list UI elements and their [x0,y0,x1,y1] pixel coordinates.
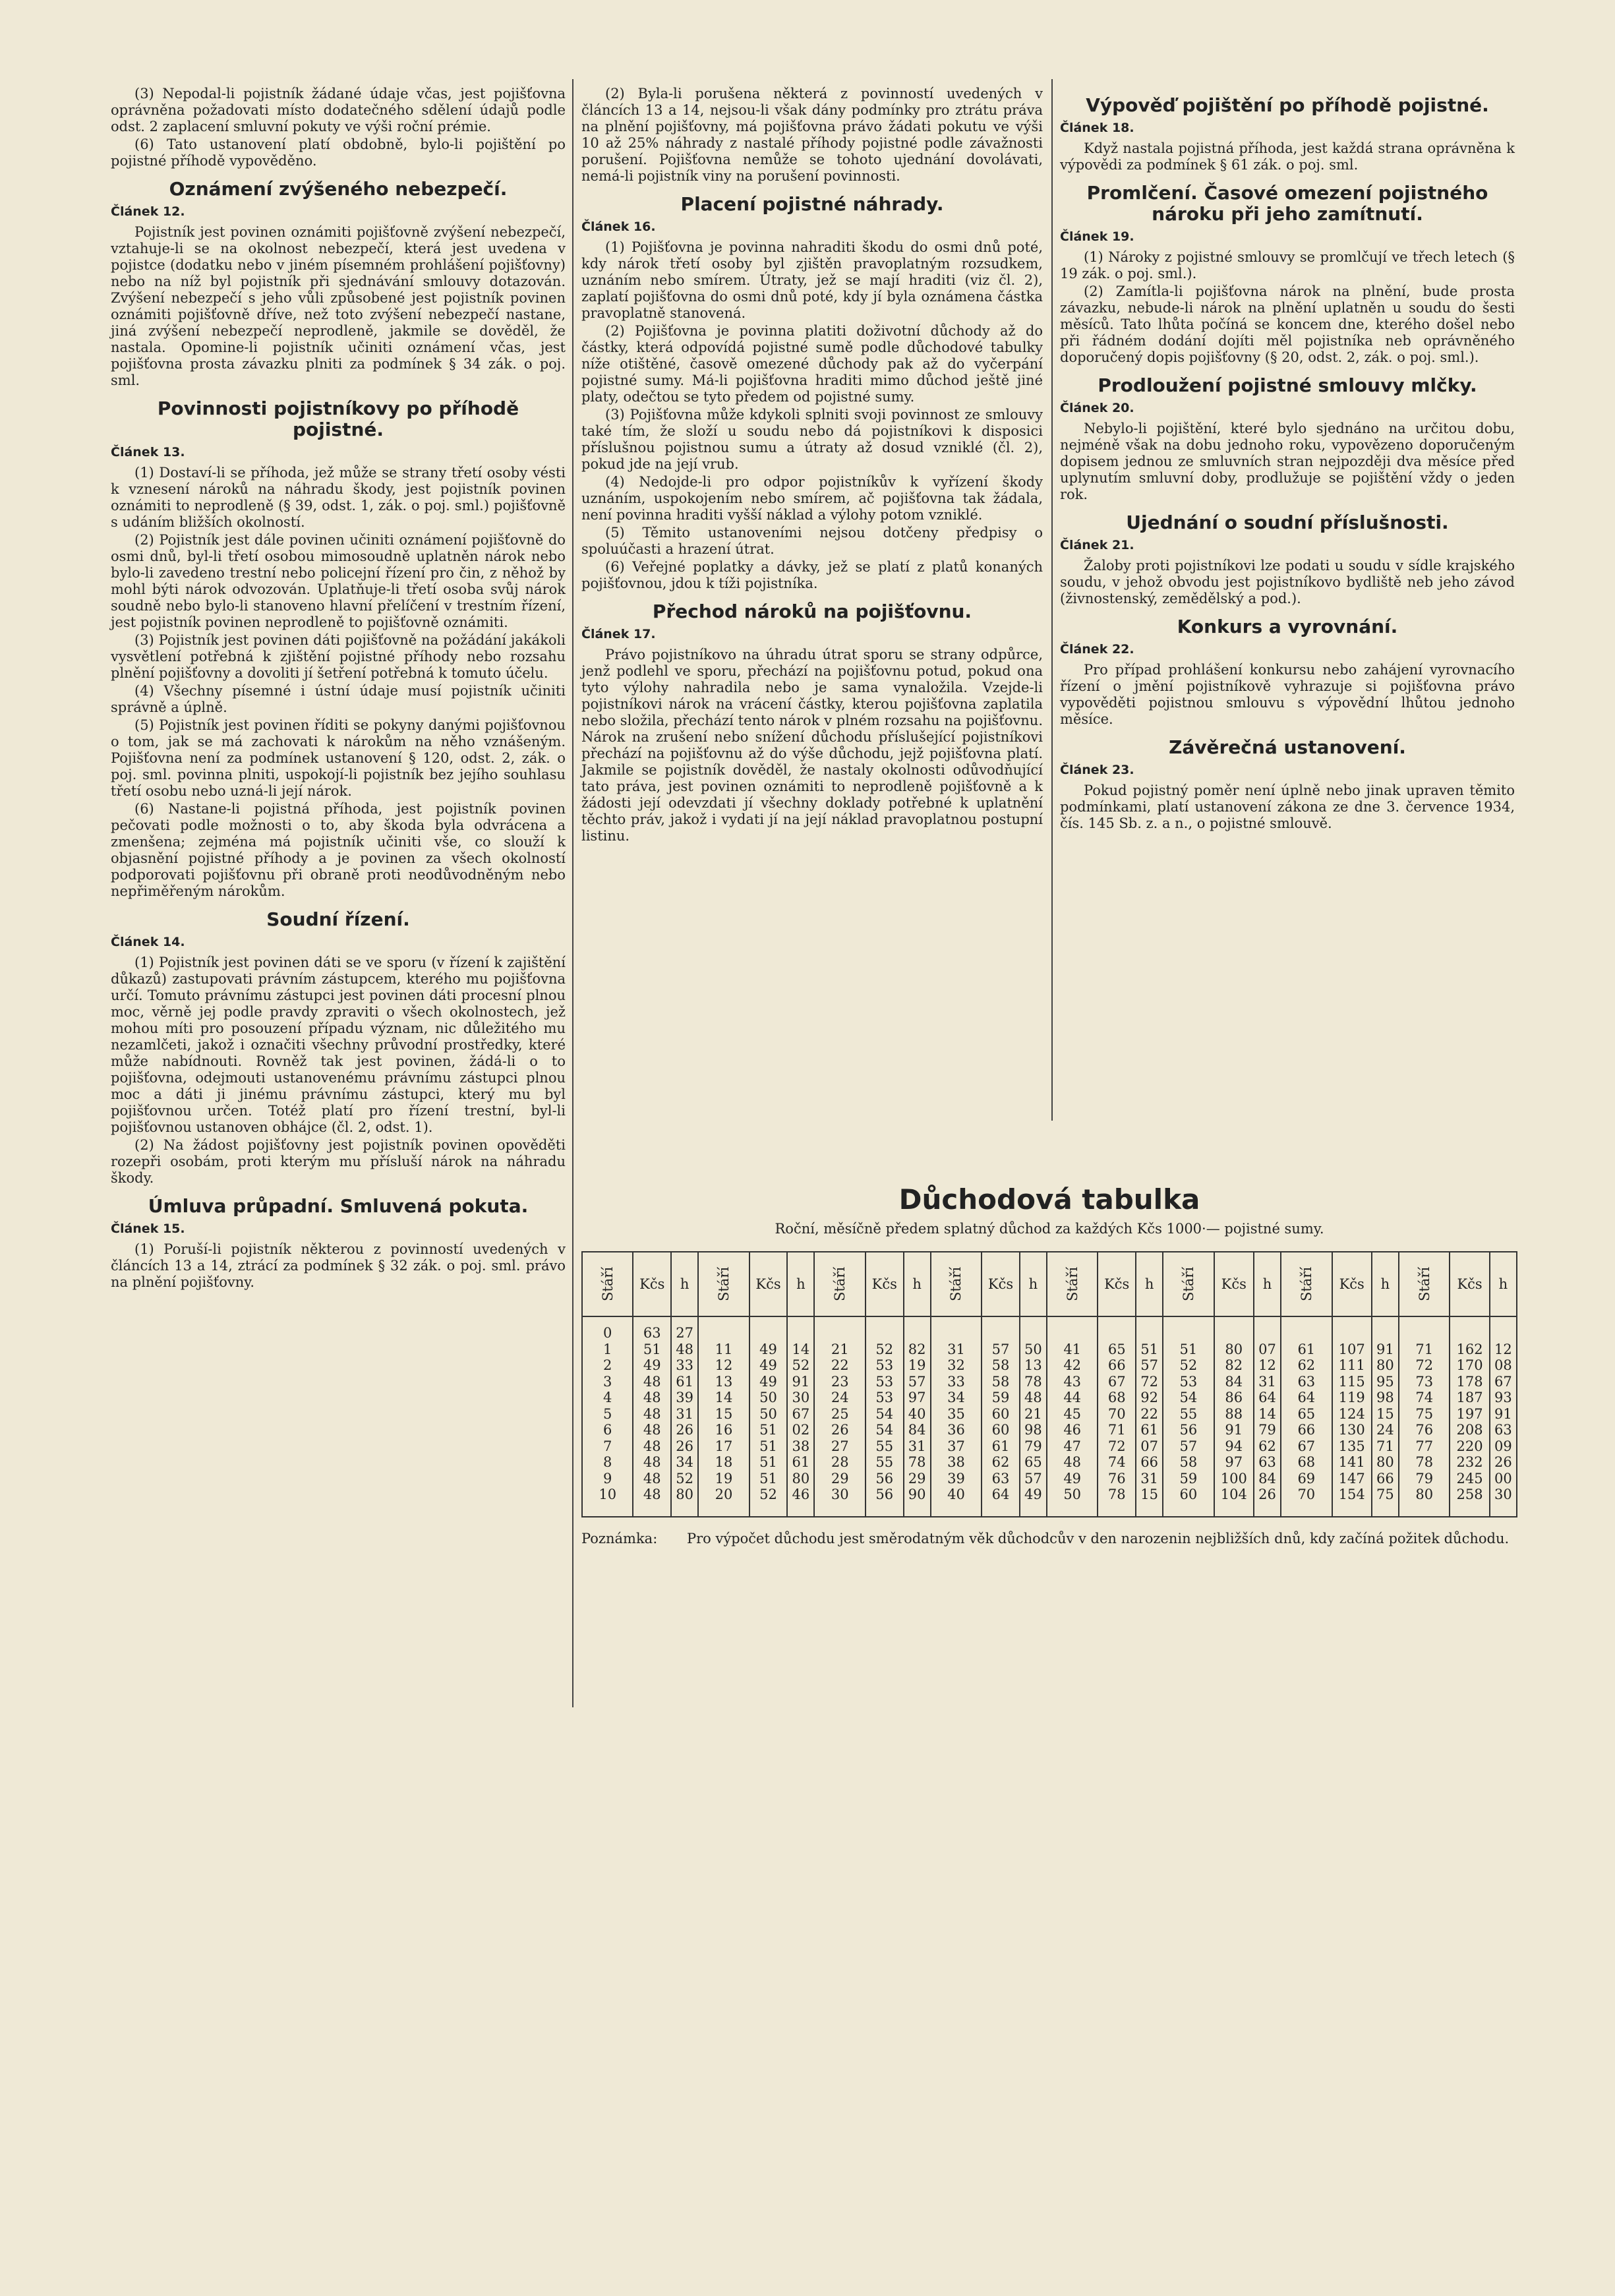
column-divider [572,79,573,1707]
paragraph: Žaloby proti pojistníkovi lze podati u soudu v sídle krajského soudu, v jehož obvodu jest pojistníkovo bydliště neb jeho závod (živnostenský, zemědělský a pod.). [1060,558,1515,606]
paragraph: (6) Veřejné poplatky a dávky, jež se platí z platů konaných pojišťovnou, jdou k tíži pojistníka. [581,559,1043,591]
kcs-cell: 57 58 58 59 60 60 61 62 63 64 [982,1316,1020,1517]
kcs-cell: 49 49 49 50 50 51 51 51 51 52 [749,1316,788,1517]
section-heading: Oznámení zvýšeného nebezpečí. [169,178,508,200]
section [111,1196,566,1291]
table-note [581,1531,1517,1546]
paragraph: (2) Pojišťovna je povinna platiti doživotní důchody až do částky, která odpovídá pojistné sumě podle důchodové tabulky níže otištěné, časově omezené důchody pak až do vyčerpání pojistné sumy. Má-li pojišťovna hraditi mimo důchod ještě jiné platy, odečtou se tyto předem od pojistné sumy. [581,323,1043,405]
section [1060,183,1515,366]
column-1 [111,86,566,1297]
column-3 [1060,86,1515,839]
paragraph: Nebylo-li pojištění, které bylo sjednáno na určitou dobu, nejméně však na dobu jednoho roku, vypovězeno doporučeným dopisem jednou ze smluvních stran nejpozději dva měsíce před uplynutím smluvní doby, prodlužuje se pojištění vždy o jeden rok. [1060,421,1515,502]
paragraph: (3) Nepodal-li pojistník žádané údaje včas, jest pojišťovna oprávněna požadovati místo dodatečného sdělení údajů podle odst. 2 zaplacení smluvní pokuty ve výši roční prémie. [111,86,566,134]
table-header-row [582,1252,1517,1316]
paragraph: (2) Zamítla-li pojišťovna nárok na plnění, bude prosta závazku, nebude-li nárok na plnění uplatněn u soudu do šesti měsíců. Tato lhůta počíná se koncem dne, kterého došel nebo při řádném dodání dojíti měl pojistníka neb oprávněného doporučený dopis pojišťovny (§ 20, odst. 2, zák. o poj. sml.). [1060,283,1515,365]
header-kcs: Kčs [1450,1252,1489,1316]
article-number: Článek 14. [111,935,185,949]
article-number: Článek 12. [111,204,185,219]
header-h: h [787,1252,814,1316]
column-2 [581,86,1043,851]
header-age [1047,1252,1098,1316]
section [111,179,566,389]
h-cell: 51 57 72 92 22 61 07 66 31 15 [1136,1316,1163,1517]
paragraph: (1) Dostaví-li se příhoda, jež může se strany třetí osoby vésti k vznesení nároků na náhradu škody, jest pojistník povinen oznámiti to neprodleně (§ 39, odst. 1, zák. o poj. sml.) pojišťovně s udáním bližších okolností. [111,465,566,530]
article-number: Článek 15. [111,1222,185,1236]
header-age [582,1252,633,1316]
paragraph: (2) Pojistník jest dále povinen učiniti oznámení pojišťovně do osmi dnů, byl-li třetí osobou mimosoudně uplatněn nárok nebo bylo-li zavedeno trestní nebo policejní řízení pro čin, z něhož by mohl býti nárok odvozován. Uplatňuje-li třetí osoba svůj nárok soudně nebo bylo-li stanoveno hlavní přelíčení v trestním řízení, jest pojistník povinen neprodleně to pojišťovně oznámiti. [111,532,566,630]
section-heading: Placení pojistné náhrady. [680,193,944,215]
kcs-cell: 107 111 115 119 124 130 135 141 147 154 [1332,1316,1372,1517]
header-age [1163,1252,1214,1316]
paragraph: (6) Tato ustanovení platí obdobně, bylo-li pojištění po pojistné příhodě vypověděno. [111,136,566,169]
header-h: h [671,1252,698,1316]
age-cell: 31 32 33 34 35 36 37 38 39 40 [931,1316,982,1517]
annuity-table [581,1251,1517,1517]
section [111,86,566,169]
section [111,909,566,1187]
age-cell: 11 12 13 14 15 16 17 18 19 20 [698,1316,749,1517]
header-kcs: Kčs [982,1252,1020,1316]
header-kcs: Kčs [866,1252,904,1316]
section [1060,616,1515,728]
paragraph: Pokud pojistný poměr není úplně nebo jinak upraven těmito podmínkami, platí ustanovení zákona ze dne 3. července 1934, čís. 145 Sb. z. a n., o pojistné smlouvě. [1060,782,1515,831]
header-kcs: Kčs [1214,1252,1254,1316]
h-cell: 50 13 78 48 21 98 79 65 57 49 [1020,1316,1047,1517]
header-age-label: Stáří [832,1266,848,1302]
age-cell: 71 72 73 74 75 76 77 78 79 80 [1399,1316,1450,1517]
paragraph: (1) Pojistník jest povinen dáti se ve sporu (v řízení k zajištění důkazů) zastupovati právním zástupcem, kterého mu pojišťovna určí. Tomuto právnímu zástupci jest povinen dáti procesní plnou moc, věrně jej podle pravdy zpraviti o všech okolnostech, jež mohou míti pro posouzení případu význam, nic důležitého mu nezamlčeti, jakož i označiti všechny průvodní prostředky, které může nabídnouti. Rovněž tak jest povinen, žádá-li o to pojišťovna, odejmouti ustanovenému právnímu zástupci plnou moc a dáti ji jinému právnímu zástupci, který mu byl pojišťovnou určen. Totéž platí pro řízení trestní, byl-li pojišťovnou ustanoven obhájce (čl. 2, odst. 1). [111,955,566,1135]
article-number: Článek 22. [1060,642,1134,657]
article-number: Článek 21. [1060,538,1134,552]
header-h: h [1136,1252,1163,1316]
header-h: h [1490,1252,1517,1316]
header-age [1399,1252,1450,1316]
paragraph: (4) Všechny písemné i ústní údaje musí pojistník učiniti správně a úplně. [111,683,566,715]
article-number: Článek 17. [581,627,656,641]
section-heading: Konkurs a vyrovnání. [1177,616,1398,637]
h-cell: 82 19 57 97 40 84 31 78 29 90 [904,1316,931,1517]
column-divider [1051,79,1053,1121]
table-body-row [582,1316,1517,1517]
section [1060,737,1515,832]
paragraph: (6) Nastane-li pojistná příhoda, jest pojistník povinen pečovati podle možnosti o to, aby škoda byla odvrácena a zmenšena; zejména má pojistník učiniti vše, co slouží k objasnění pojistné příhody a je povinen za všech okolností podporovati pojišťovnu při obraně proti neodůvodněným nebo nepřiměřeným nárokům. [111,801,566,899]
section [1060,95,1515,173]
header-h: h [1254,1252,1281,1316]
h-cell: 91 80 95 98 15 24 71 80 66 75 [1372,1316,1399,1517]
header-age [931,1252,982,1316]
header-age-label: Stáří [715,1266,732,1302]
header-kcs: Kčs [749,1252,788,1316]
header-age-label: Stáří [948,1266,964,1302]
section-heading: Prodloužení pojistné smlouvy mlčky. [1098,374,1477,396]
table-subtitle: Roční, měsíčně předem splatný důchod za každých Kčs 1000·— pojistné sumy. [775,1221,1324,1237]
paragraph: Pojistník jest povinen oznámiti pojišťovně zvýšení nebezpečí, vztahuje-li se na okolnost nebezpečí, která jest uvedena v pojistce (dodatku nebo v jiném písemném prohlášení pojišťovny) nebo na níž byl pojistník při sjednávání smlouvy dotazován. Zvýšení nebezpečí s jeho vůli způsobené jest pojistník povinen oznámiti pojišťovně dříve, než toto zvýšení nebezpečí nastane, jiná zvýšení nebezpečí neprodleně, jakmile se dověděl, že nastala. Opomine-li pojistník učiniti oznámení včas, jest pojišťovna prosta závazku plniti za podmínek § 34 zák. o poj. sml. [111,224,566,388]
header-kcs: Kčs [1098,1252,1136,1316]
section [111,398,566,900]
paragraph: (4) Nedojde-li pro odpor pojistníkův k vyřízení škody uznáním, uspokojením nebo smírem, ač pojišťovna tak žádala, není povinna hraditi vyšší náklad a výlohy potom vzniklé. [581,474,1043,523]
kcs-cell: 52 53 53 53 54 54 55 55 56 56 [866,1316,904,1517]
section-heading: Výpověď pojištění po příhodě pojistné. [1086,94,1489,116]
section-heading: Ujednání o soudní příslušnosti. [1126,512,1449,533]
kcs-cell: 80 82 84 86 88 91 94 97 100 104 [1214,1316,1254,1517]
paragraph: (2) Na žádost pojišťovny jest pojistník povinen opověděti rozepři osobám, proti kterým mu přísluší nárok na náhradu škody. [111,1137,566,1186]
age-cell: 0 1 2 3 4 5 6 7 8 9 10 [582,1316,633,1517]
article-number: Článek 18. [1060,121,1134,135]
paragraph: (5) Pojistník jest povinen říditi se pokyny danými pojišťovnou o tom, jak se má zachovati k nárokům na něho vznášeným. Pojišťovna není za podmínek ustanovení § 120, odst. 2, zák. o poj. sml. povinna plniti, uspokojí-li pojistník bez jejího souhlasu třetí osobu nebo uzná-li její nárok. [111,717,566,799]
section-heading: Povinnosti pojistníkovy po příhodě pojistné. [157,397,519,440]
kcs-cell: 65 66 67 68 70 71 72 74 76 78 [1098,1316,1136,1517]
section-heading: Promlčení. Časové omezení pojistného nároku při jeho zamítnutí. [1086,182,1488,225]
section [581,86,1043,185]
paragraph: Pro případ prohlášení konkursu nebo zahájení vyrovnacího řízení o jmění pojistníkově vyhrazuje si pojišťovna právo vypověděti pojistnou smlouvu s výpovědní lhůtou jednoho měsíce. [1060,662,1515,727]
article-number: Článek 20. [1060,401,1134,415]
age-cell: 41 42 43 44 45 46 47 48 49 50 [1047,1316,1098,1517]
header-age-label: Stáří [1180,1266,1196,1302]
header-h: h [1020,1252,1047,1316]
table-title: Důchodová tabulka [898,1183,1200,1216]
paragraph: (3) Pojistník jest povinen dáti pojišťovně na požádání jakákoli vysvětlení potřebná k zjištění pojistné příhody nebo rozsahu plnění pojišťovny a dovoliti jí šetření potřebná k tomuto účelu. [111,632,566,681]
article-number: Článek 13. [111,445,185,459]
paragraph: (1) Nároky z pojistné smlouvy se promlčují ve třech letech (§ 19 zák. o poj. sml.). [1060,249,1515,281]
paragraph: (2) Byla-li porušena některá z povinností uvedených v článcích 13 a 14, nejsou-li však dány podmínky pro ztrátu práva na plnění pojišťovny, má pojišťovna právo žádati pokutu ve výši 10 až 25% náhrady z nastalé příhody pojistné podle závažnosti porušení. Pojišťovna nemůže se tohoto ujednání dovolávati, nemá-li pojistník viny na porušení povinnosti. [581,86,1043,184]
header-h: h [1372,1252,1399,1316]
note-text: Pro výpočet důchodu jest směrodatným věk důchodcův v den narozenin nejbližších dnů, kdy začíná požitek důchodu. [687,1531,1510,1546]
section [581,601,1043,844]
header-age-label: Stáří [1064,1266,1080,1302]
paragraph: Právo pojistníkovo na úhradu útrat sporu se strany odpůrce, jenž podlehl ve sporu, přechází na pojišťovnu potud, pokud ona tyto výlohy nahradila nebo je sama vynaložila. Vzejde-li pojistníkovi nárok na vrácení částky, kterou pojišťovna zaplatila nebo složila, přechází tento nárok v plném rozsahu na pojišťovnu. Nárok na zrušení nebo snížení důchodu příslušející pojistníkovi přechází na pojišťovnu až do výše důchodu, jejž pojišťovna platí. Jakmile se pojistník dověděl, že nastaly okolnosti odůvodňující tato práva, jest povinen oznámiti to neprodleně pojišťovně a k žádosti její odevzdati jí všechny doklady potřebné k uplatnění těchto práv, jakož i vydati jí na její náklad pravoplatnou postupní listinu. [581,647,1043,844]
header-age-label: Stáří [1416,1266,1432,1302]
header-age [814,1252,865,1316]
annuity-table-section [581,1183,1517,1546]
section [581,194,1043,592]
h-cell: 12 08 67 93 91 63 09 26 00 30 [1490,1316,1517,1517]
paragraph: (1) Pojišťovna je povinna nahraditi škodu do osmi dnů poté, kdy nárok třetí osoby byl zjištěn pravoplatným rozsudkem, uznáním nebo smírem. Útraty, jež se mají hraditi (viz čl. 2), zaplatí pojišťovna do osmi dnů poté, kdy jí byla oznámena částka pravoplatně stanovená. [581,239,1043,321]
paragraph: (3) Pojišťovna může kdykoli splniti svoji povinnost ze smlouvy také tím, že složí u soudu nebo dá pojistníkovi k disposici příslušnou pojistnou sumu a útraty až dosud vzniklé (čl. 2), pokud jde na její vrub. [581,407,1043,472]
kcs-cell: 63 51 49 48 48 48 48 48 48 48 48 [633,1316,671,1517]
article-number: Článek 23. [1060,763,1134,777]
section-heading: Závěrečná ustanovení. [1169,736,1406,758]
section-heading: Úmluva průpadní. Smluvená pokuta. [148,1195,529,1217]
note-label: Poznámka: [581,1531,658,1546]
header-age [698,1252,749,1316]
age-cell: 61 62 63 64 65 66 67 68 69 70 [1281,1316,1332,1517]
header-age [1281,1252,1332,1316]
kcs-cell: 162 170 178 187 197 208 220 232 245 258 [1450,1316,1489,1517]
article-number: Článek 16. [581,220,656,234]
section-heading: Přechod nároků na pojišťovnu. [652,601,972,622]
paragraph: Když nastala pojistná příhoda, jest každá strana oprávněna k výpovědi za podmínek § 61 zák. o poj. sml. [1060,140,1515,173]
section [1060,512,1515,607]
section-heading: Soudní řízení. [266,908,410,930]
header-kcs: Kčs [633,1252,671,1316]
header-h: h [904,1252,931,1316]
header-age-label: Stáří [599,1266,616,1302]
section [1060,375,1515,503]
h-cell: 07 12 31 64 14 79 62 63 84 26 [1254,1316,1281,1517]
header-kcs: Kčs [1332,1252,1372,1316]
h-cell: 14 52 91 30 67 02 38 61 80 46 [787,1316,814,1517]
age-cell: 21 22 23 24 25 26 27 28 29 30 [814,1316,865,1517]
header-age-label: Stáří [1298,1266,1314,1302]
h-cell: 27 48 33 61 39 31 26 26 34 52 80 [671,1316,698,1517]
paragraph: (5) Těmito ustanoveními nejsou dotčeny předpisy o spoluúčasti a hrazení útrat. [581,525,1043,557]
article-number: Článek 19. [1060,229,1134,244]
paragraph: (1) Poruší-li pojistník některou z povinností uvedených v článcích 13 a 14, ztrácí za podmínek § 32 zák. o poj. sml. právo na plnění pojišťovny. [111,1241,566,1290]
age-cell: 51 52 53 54 55 56 57 58 59 60 [1163,1316,1214,1517]
